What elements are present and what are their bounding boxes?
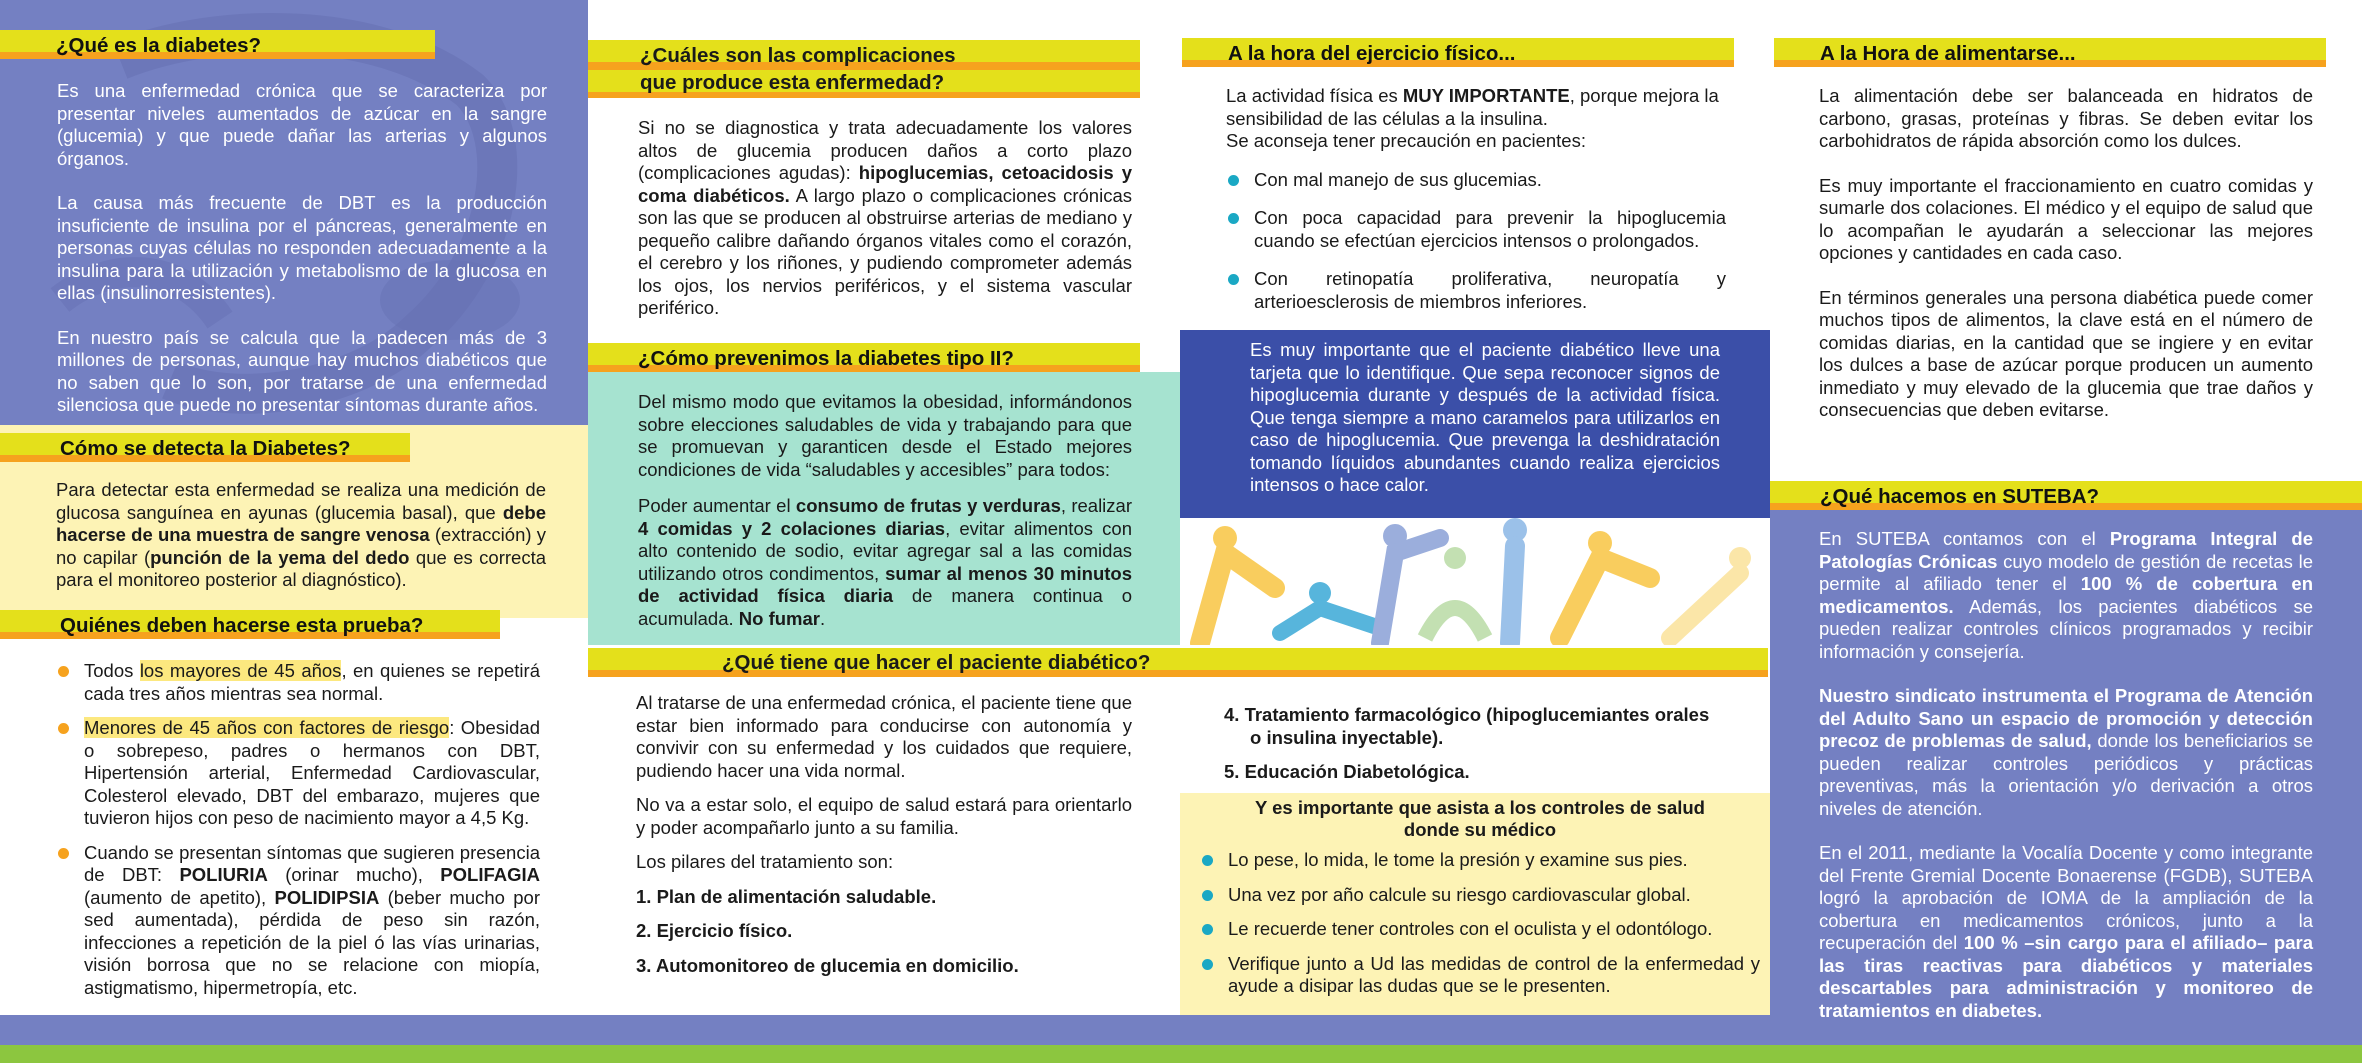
bullet-icon bbox=[1202, 890, 1213, 901]
section-title: que produce esta enfermedad? bbox=[640, 71, 945, 94]
section-prevenimos-body bbox=[638, 391, 1132, 630]
paragraph: La actividad física es MUY IMPORTANTE, porque mejora la sensibilidad de las células a la insulina. Se aconseja tener precaución en pacientes: bbox=[1226, 85, 1719, 151]
header-alimentarse bbox=[1774, 38, 2326, 74]
list-item: Todos los mayores de 45 años, en quienes se repetirá cada tres años mientras sea normal. bbox=[56, 660, 540, 705]
list-item: Con poca capacidad para prevenir la hipoglucemia cuando se efectúan ejercicios intensos o prolongados. bbox=[1226, 207, 1726, 252]
section-ejercicio-body bbox=[1226, 85, 1726, 325]
section-title: Quiénes deben hacerse esta prueba? bbox=[60, 614, 424, 637]
section-quienes-body bbox=[56, 660, 540, 1011]
bullet-icon bbox=[1202, 855, 1213, 866]
section-title: ¿Qué tiene que hacer el paciente diabético? bbox=[722, 651, 1151, 674]
bullet-icon bbox=[1202, 924, 1213, 935]
list-item: Con mal manejo de sus glucemias. bbox=[1226, 169, 1726, 192]
header-ejercicio bbox=[1182, 38, 1734, 74]
bullet-list bbox=[1226, 169, 1726, 314]
header-quienes bbox=[0, 610, 500, 646]
list-item: 1. Plan de alimentación saludable. bbox=[636, 885, 937, 907]
section-detecta-body bbox=[56, 479, 546, 592]
header-paciente bbox=[588, 648, 1768, 682]
paragraph: Es muy importante el fraccionamiento en cuatro comidas y sumarle dos colaciones. El médico y el equipo de salud que lo acompañan le ayudarán a seleccionar las mejores opciones y cantidades en cada caso. bbox=[1819, 174, 2313, 263]
bullet-icon bbox=[1228, 175, 1239, 186]
list-item: 2. Ejercicio físico. bbox=[636, 920, 793, 941]
col3-exercise-illustration bbox=[1180, 518, 1770, 645]
paragraph: Es muy importante que el paciente diabético lleve una tarjeta que lo identifique. Que sepa reconocer signos de hipoglucemia durante y después de la actividad física. Que tenga siempre a mano caramelos para utilizarlos en caso de hipoglucemia. Que prevenga la deshidratación tomando líquidos abundantes cuando realiza ejercicios intensos o hace calor. bbox=[1250, 339, 1720, 495]
bullet-list bbox=[1200, 849, 1760, 998]
numbered-list bbox=[636, 886, 1132, 978]
bullet-icon bbox=[58, 723, 69, 734]
bullet-icon bbox=[58, 666, 69, 677]
paragraph: La causa más frecuente de DBT es la producción insuficiente de insulina por el páncreas, generalmente en personas cuyas células no responden adecuadamente a la insulina para la utilización y metabolismo de la glucosa en ellas (insulinorresistentes). bbox=[57, 192, 547, 303]
list-item: Verifique junto a Ud las medidas de control de la enfermedad y ayude a disipar las dudas que se le presenten. bbox=[1200, 953, 1760, 998]
list-item: Menores de 45 años con factores de riesgo: Obesidad o sobrepeso, padres o hermanos con DBT, Hipertensión arterial, Enfermedad Cardiovascular, Colesterol elevado, DBT del embarazo, mujeres que tuvieron hijos con peso de nacimiento mayor a 4,5 Kg. bbox=[56, 717, 540, 830]
bullet-icon bbox=[1202, 959, 1213, 970]
header-suteba bbox=[1770, 481, 2362, 517]
paragraph: Del mismo modo que evitamos la obesidad, informándonos sobre elecciones saludables de vida y trabajando para que se promuevan y garanticen desde el Estado mejores condiciones de vida “saludables y accesibles” para todos: bbox=[638, 391, 1132, 480]
paragraph: Nuestro sindicato instrumenta el Programa de Atención del Adulto Sano un espacio de promoción y detección precoz de problemas de salud, donde los beneficiarios se pueden realizar controles periódicos y prácticas preventivas, más la orientación y/o derivación a otros niveles de atención. bbox=[1819, 685, 2313, 819]
bottom-green-band bbox=[0, 1045, 2362, 1063]
bullet-icon bbox=[1228, 274, 1239, 285]
paragraph: Si no se diagnostica y trata adecuadamente los valores altos de glucemia producen daños a corto plazo (complicaciones agudas): hipoglucemias, cetoacidosis y coma diabéticos. A largo plazo o complicaciones crónicas son las que se producen al obstruirse arterias de mediano y pequeño calibre dañando órganos vitales como el corazón, el cerebro y los riñones, y pudiendo comprometer además los ojos, los nervios periféricos, y el sistema vascular periférico. bbox=[638, 117, 1132, 318]
exercise-figures-icon bbox=[1180, 518, 1770, 645]
header-complicaciones bbox=[588, 40, 1140, 98]
section-alimentarse-body bbox=[1819, 85, 2313, 422]
tarjeta-box bbox=[1250, 339, 1720, 497]
section-title: ¿Qué es la diabetes? bbox=[56, 34, 262, 57]
header-que-es bbox=[0, 30, 435, 66]
section-title: A la Hora de alimentarse... bbox=[1820, 42, 2076, 65]
treatment-list-continued bbox=[1224, 704, 1744, 784]
section-controles bbox=[1200, 797, 1760, 1010]
paragraph: Los pilares del tratamiento son: bbox=[636, 851, 894, 872]
list-item: 5. Educación Diabetológica. bbox=[1224, 761, 1470, 782]
section-title: ¿Qué hacemos en SUTEBA? bbox=[1820, 485, 2100, 508]
section-title: Cómo se detecta la Diabetes? bbox=[60, 437, 351, 460]
section-complicaciones-body bbox=[638, 117, 1132, 320]
list-item: 3. Automonitoreo de glucemia en domicilio. bbox=[636, 954, 1019, 976]
list-item: Le recuerde tener controles con el oculista y el odontólogo. bbox=[1200, 918, 1760, 941]
paragraph: Para detectar esta enfermedad se realiza una medición de glucosa sanguínea en ayunas (glucemia basal), que debe hacerse de una muestra de sangre venosa (extracción) y no capilar (punción de la yema del dedo que es correcta para el monitoreo posterior al diagnóstico). bbox=[56, 479, 547, 590]
list-item: Una vez por año calcule su riesgo cardiovascular global. bbox=[1200, 884, 1760, 907]
paragraph: En el 2011, mediante la Vocalía Docente y como integrante del Frente Gremial Docente Bonaerense (FGDB), SUTEBA logró la aprobación de IOMA de la ampliación de la cobertura en medicamentos crónicos, junto a la recuperación del 100 % –sin cargo para el afiliado– para las tiras reactivas para diabéticos y materiales descartables para administración y monitoreo de tratamientos en diabetes. bbox=[1819, 842, 2314, 1021]
bullet-icon bbox=[1228, 213, 1239, 224]
section-que-es-body bbox=[57, 80, 547, 417]
paragraph: La alimentación debe ser balanceada en hidratos de carbono, grasas, proteínas y fibras. Se deben evitar los carbohidratos de rápida absorción como los dulces. bbox=[1819, 85, 2313, 151]
paragraph: En términos generales una persona diabética puede comer muchos tipos de alimentos, la clave está en el número de comidas diarias, en la cantidad que se ingiere y en evitar los dulces a base de azúcar porque producen un aumento inmediato y muy elevado de la glucemia que trae daños y consecuencias que deben evitarse. bbox=[1819, 286, 2313, 420]
header-detecta bbox=[0, 433, 410, 469]
list-item: 4. Tratamiento farmacológico (hipoglucemiantes orales o insulina inyectable). bbox=[1224, 704, 1710, 748]
section-paciente-body bbox=[636, 692, 1132, 989]
bullet-list bbox=[56, 660, 540, 999]
section-title: ¿Cómo prevenimos la diabetes tipo II? bbox=[638, 347, 1014, 370]
list-item: Con retinopatía proliferativa, neuropatía y arterioesclerosis de miembros inferiores. bbox=[1226, 268, 1726, 313]
paragraph: En SUTEBA contamos con el Programa Integral de Patologías Crónicas cuyo modelo de gestión de recetas le permite al afiliado tener el 100 % de cobertura en medicamentos. Además, los pacientes diabéticos se pueden realizar controles clínicos programados y recibir información y consejería. bbox=[1819, 528, 2313, 662]
section-title: A la hora del ejercicio físico... bbox=[1228, 42, 1516, 65]
paragraph: En nuestro país se calcula que la padecen más de 3 millones de personas, aunque hay muchos diabéticos que no saben que lo son, por tratarse de una enfermedad silenciosa que puede no presentar síntomas durante años. bbox=[57, 326, 547, 415]
paragraph: Es una enfermedad crónica que se caracteriza por presentar niveles aumentados de azúcar en la sangre (glucemia) y que puede dañar las arterias y algunos órganos. bbox=[57, 80, 547, 169]
bullet-icon bbox=[58, 848, 69, 859]
section-suteba-body bbox=[1819, 528, 2313, 1022]
section-title: ¿Cuáles son las complicaciones bbox=[640, 44, 956, 67]
paragraph: Poder aumentar el consumo de frutas y verduras, realizar 4 comidas y 2 colaciones diarias, evitar alimentos con alto contenido de sodio, evitar agregar sal a las comidas utilizando otros condimentos, sumar al menos 30 minutos de actividad física diaria de manera continua o acumulada. No fumar. bbox=[638, 495, 1132, 629]
list-item: Lo pese, lo mida, le tome la presión y examine sus pies. bbox=[1200, 849, 1760, 872]
header-prevenimos bbox=[588, 343, 1140, 379]
section-title: Y es importante que asista a los controles de salud donde su médico bbox=[1255, 797, 1705, 840]
list-item: Cuando se presentan síntomas que sugieren presencia de DBT: POLIURIA (orinar mucho), POLIFAGIA (aumento de apetito), POLIDIPSIA (beber mucho por sed aumentada), pérdida de peso sin razón, infecciones a repetición de la piel ó las vías urinarias, visión borrosa que no se relacione con miopía, astigmatismo, hipermetropía, etc. bbox=[56, 842, 540, 1000]
paragraph: Al tratarse de una enfermedad crónica, el paciente tiene que estar bien informado para conducirse con autonomía y convivir con su enfermedad y los cuidados que requiere, pudiendo hacer una vida normal. bbox=[636, 692, 1132, 781]
paragraph: No va a estar solo, el equipo de salud estará para orientarlo y poder acompañarlo junto a su familia. bbox=[636, 794, 1132, 838]
